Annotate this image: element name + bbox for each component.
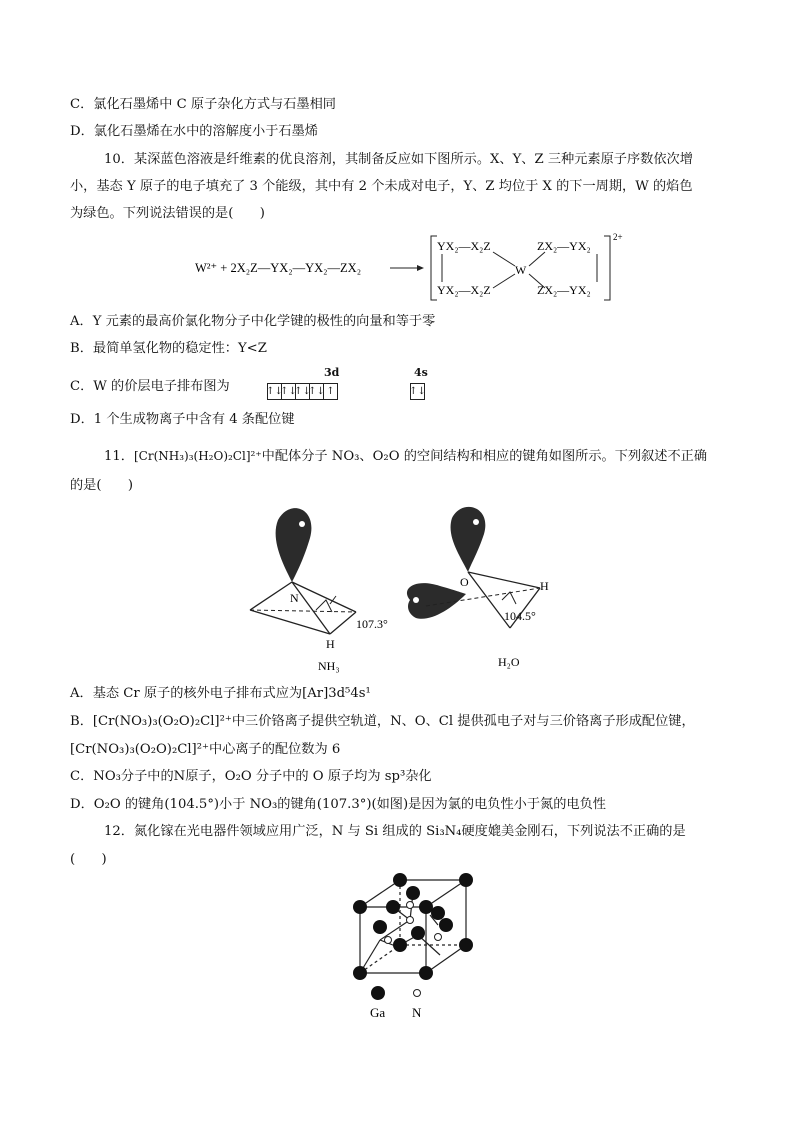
- orbital-3d-box-1: ↑↓: [267, 383, 282, 400]
- q10-reaction-diagram: [185, 230, 635, 305]
- nh3-caption: NH₃: [318, 659, 340, 673]
- h2o-caption: H₂O: [498, 655, 520, 669]
- reaction-reactants: W²⁺ + 2X₂Z—YX₂—YX₂—ZX₂: [195, 261, 362, 275]
- orbital-label-4s: 4s: [414, 366, 428, 379]
- q11-stem-line1: [104, 446, 707, 467]
- nh3-molecule: [250, 508, 388, 673]
- q11-option-b-line2: [Cr(NO₃)₃(O₂O)₂Cl]²⁺中心离子的配位数为 6: [70, 742, 341, 757]
- q9-option-c: C．氯化石墨烯中 C 原子杂化方式与石墨相同: [70, 97, 336, 112]
- q11-option-b-line1: B．[Cr(NO₃)₃(O₂O)₂Cl]²⁺中三价铬离子提供空轨道，N、O、Cl 提供孤电子对与三价铬离子形成配位键，: [70, 714, 695, 729]
- product-center-metal: W: [515, 263, 527, 277]
- q12-stem-line2: ( ): [70, 852, 107, 867]
- q10-stem-line3: 为绿色。下列说法错误的是( ): [70, 206, 265, 221]
- legend-ga-marker: [371, 986, 385, 1000]
- q11-option-d: D．O₂O 的键角(104.5°)小于 NO₃的键角(107.3°)(如图)是因为氯的电负性小于氮的电负性: [70, 797, 606, 812]
- orbital-4s-boxes: [410, 383, 424, 400]
- h2o-atom-h: H: [540, 579, 549, 593]
- q10-option-c: C．W 的价层电子排布图为: [70, 379, 230, 394]
- q11-complex-formula: [Cr(NH₃)₃(H₂O)₂Cl]²⁺: [133, 449, 262, 463]
- q11-stem-line2: 的是( ): [70, 478, 134, 493]
- q11-option-c: C．NO₃分子中的N原子，O₂O 分子中的 O 原子均为 sp³杂化: [70, 769, 432, 784]
- q10-option-d: D．1 个生成物离子中含有 4 条配位键: [70, 412, 295, 427]
- orbital-3d-box-4: ↑↓: [309, 383, 324, 400]
- q10-stem-line1: 10．某深蓝色溶液是纤维素的优良溶剂，其制备反应如下图所示。X、Y、Z 三种元素原子序数依次增: [104, 152, 693, 167]
- product-bottom-right: ZX₂—YX₂: [537, 283, 591, 297]
- q10-stem-line2: 小，基态 Y 原子的电子填充了 3 个能级，其中有 2 个未成对电子，Y、Z 均位于 X 的下一周期，W 的焰色: [70, 179, 693, 194]
- product-charge: 2+: [613, 232, 623, 242]
- q11-molecule-figure: [240, 500, 570, 680]
- q11-stem-rest: 中配体分子 NO₃、O₂O 的空间结构和相应的键角如图所示。下列叙述不正确: [261, 449, 708, 464]
- orbital-label-3d: 3d: [324, 366, 340, 379]
- legend-n-label: N: [412, 1005, 422, 1020]
- legend-n-marker: [414, 990, 421, 997]
- product-bottom-left: YX₂—X₂Z: [437, 283, 491, 297]
- nh3-angle-label: 107.3°: [356, 617, 388, 631]
- h2o-molecule: [407, 507, 549, 669]
- product-top-right: ZX₂—YX₂: [537, 239, 591, 253]
- orbital-4s-box: ↑↓: [410, 383, 425, 400]
- h2o-angle-label: 104.5°: [504, 609, 536, 623]
- q11-number: 11．: [104, 449, 134, 464]
- q12-stem-line1: 12．氮化镓在光电器件领域应用广泛，N 与 Si 组成的 Si₃N₄硬度媲美金刚石，下列说法不正确的是: [104, 824, 686, 839]
- orbital-3d-box-5: ↑: [323, 383, 338, 400]
- orbital-3d-boxes: [267, 383, 337, 400]
- product-top-left: YX₂—X₂Z: [437, 239, 491, 253]
- orbital-3d-box-2: ↑↓: [281, 383, 296, 400]
- orbital-3d-box-3: ↑↓: [295, 383, 310, 400]
- h2o-atom-o: O: [460, 575, 469, 589]
- q10-option-a: A．Y 元素的最高价氯化物分子中化学键的极性的向量和等于零: [70, 314, 436, 329]
- legend-ga-label: Ga: [370, 1005, 386, 1020]
- q11-option-a: A．基态 Cr 原子的核外电子排布式应为[Ar]3d⁵4s¹: [70, 686, 371, 701]
- q9-option-d: D．氯化石墨烯在水中的溶解度小于石墨烯: [70, 124, 318, 139]
- q10-option-b: B．最简单氢化物的稳定性：Y<Z: [70, 341, 267, 356]
- q12-crystal-structure: [340, 865, 500, 1025]
- nh3-atom-n: N: [290, 591, 299, 605]
- nh3-atom-h: H: [326, 637, 335, 651]
